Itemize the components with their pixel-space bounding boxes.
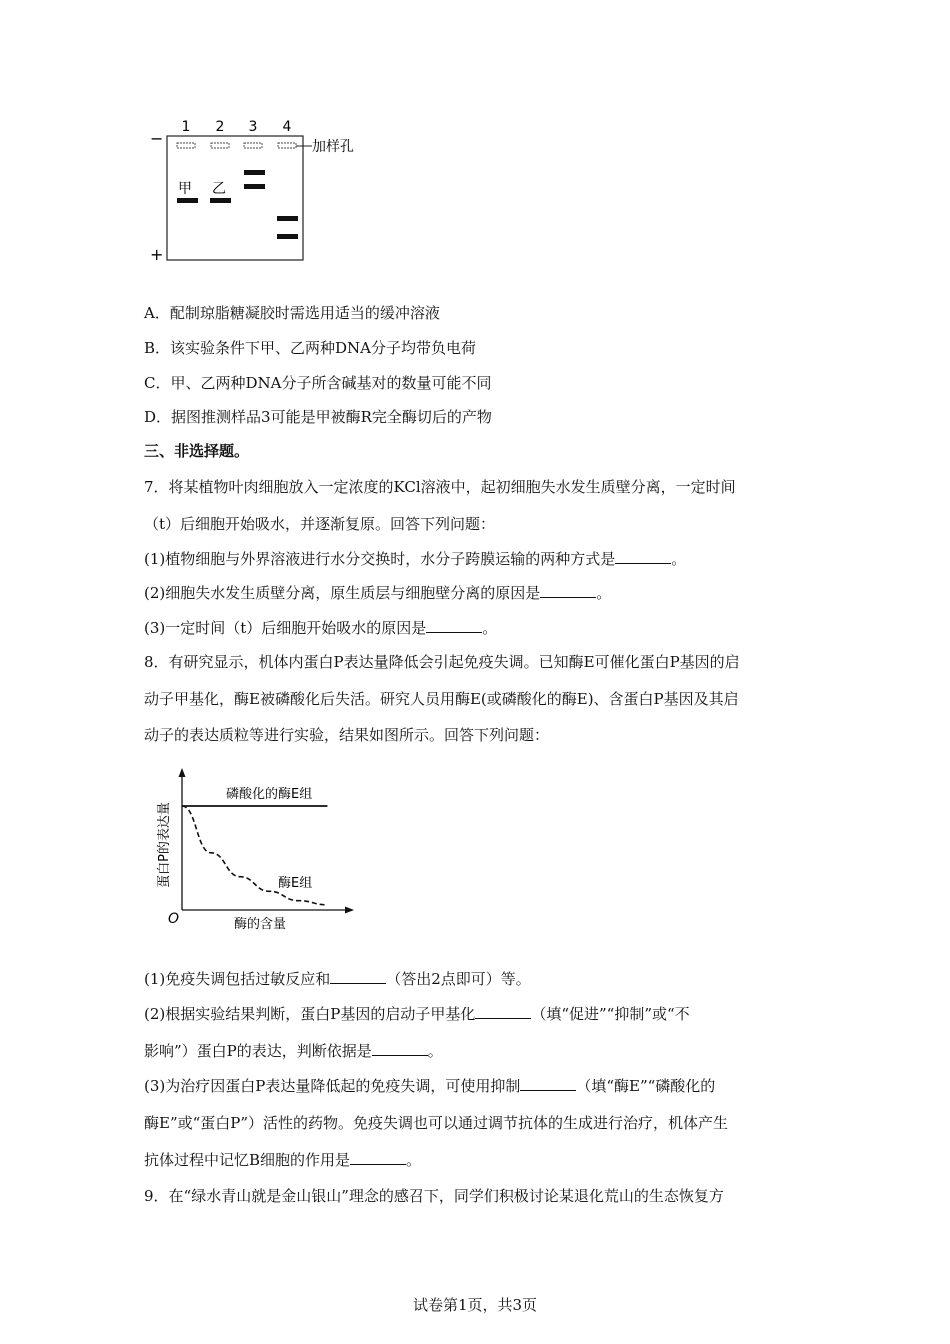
well-3 [244,143,262,148]
q7-sub3 [144,617,497,638]
q8-sub3-choice: （填“酶E”“磷酸化的 [576,1077,716,1095]
q8-sub1 [144,968,531,989]
q7-stem-line1: 7．将某植物叶肉细胞放入一定浓度的KCl溶液中，起初细胞失水发生质壁分离，一定时间 [144,478,736,496]
q7-sub1-end: 。 [671,550,687,568]
answer-blank[interactable] [350,1150,406,1165]
q8-stem-line2: 动子甲基化，酶E被磷酸化后失活。研究人员用酶E(或磷酸化的酶E)、含蛋白P基因及其启 [144,690,739,708]
q6-option-b: B．该实验条件下甲、乙两种DNA分子均带负电荷 [144,339,477,357]
answer-blank[interactable] [372,1041,428,1056]
section-3-heading: 三、非选择题。 [144,442,250,460]
q6-option-c: C．甲、乙两种DNA分子所含碱基对的数量可能不同 [144,374,492,392]
band-lane3-upper [244,170,265,175]
q8-stem-line1: 8．有研究显示，机体内蛋白P表达量降低会引起免疫失调。已知酶E可催化蛋白P基因的启 [144,653,740,671]
plus-sign: + [150,245,164,264]
gel-electrophoresis-figure [140,110,380,270]
band-lane3-lower [244,184,265,189]
q8-sub2-line2-end: 。 [427,1042,443,1060]
q8-sub3-line1 [144,1075,715,1096]
q7-sub3-end: 。 [482,619,498,637]
q7-sub1 [144,548,686,569]
x-axis-arrow [345,907,354,914]
q7-sub2 [144,582,611,603]
band-label-yi: 乙 [212,181,226,197]
q6-option-a: A．配制琼脂糖凝胶时需选用适当的缓冲溶液 [144,304,440,322]
well-1 [177,143,195,148]
q7-stem-line2: （t）后细胞开始吸水，并逐渐复原。回答下列问题： [144,515,496,533]
answer-blank[interactable] [540,583,596,598]
lane-number-3: 3 [248,119,258,135]
expression-chart [150,768,360,938]
x-axis-label: 酶的含量 [233,917,287,932]
q7-sub2-text: (2)细胞失水发生质壁分离，原生质层与细胞壁分离的原因是 [144,584,541,602]
origin-label: O [168,911,180,927]
q8-sub3-line2: 酶E”或“蛋白P”）活性的药物。免疫失调也可以通过调节抗体的生成进行治疗，机体产生 [144,1114,729,1132]
answer-blank[interactable] [330,969,386,984]
band-lane1 [177,198,198,203]
answer-blank[interactable] [426,618,482,633]
answer-blank[interactable] [520,1076,576,1091]
band-lane4-upper [277,216,298,221]
q9-stem-line1: 9．在“绿水青山就是金山银山”理念的感召下，同学们积极讨论某退化荒山的生态恢复方 [144,1187,724,1205]
y-axis-label: 蛋白P的表达量 [157,802,172,888]
lane-number-4: 4 [282,119,292,135]
q8-sub3-line3-end: 。 [406,1151,422,1169]
y-axis-arrow [179,768,186,777]
q8-sub1-text: (1)免疫失调包括过敏反应和 [144,970,331,988]
band-lane2 [210,198,231,203]
well-label: 加样孔 [312,139,354,155]
page-footer: 试卷第1页，共3页 [412,1296,538,1314]
band-label-jia: 甲 [178,181,192,197]
series-label-enzyme-e: 酶E组 [278,876,313,892]
minus-sign: − [150,129,164,148]
q8-sub2-text: (2)根据实验结果判断，蛋白P基因的启动子甲基化 [144,1005,476,1023]
q8-sub3-line3 [144,1149,421,1170]
lane-number-1: 1 [181,119,191,135]
q7-sub1-text: (1)植物细胞与外界溶液进行水分交换时，水分子跨膜运输的两种方式是 [144,550,616,568]
band-lane4-lower [277,234,298,239]
well-4 [278,143,296,148]
q7-sub3-text: (3)一定时间（t）后细胞开始吸水的原因是 [144,619,427,637]
q6-option-d: D．据图推测样品3可能是甲被酶R完全酶切后的产物 [144,408,492,426]
answer-blank[interactable] [615,549,671,564]
q8-stem-line3: 动子的表达质粒等进行实验，结果如图所示。回答下列问题： [144,726,550,744]
lane-number-2: 2 [215,119,225,135]
series-label-phosphorylated-enzyme-e: 磷酸化的酶E组 [226,787,313,802]
q7-sub2-end: 。 [596,584,612,602]
q8-sub2-line1 [144,1003,690,1024]
q8-sub2-line2-text: 影响”）蛋白P的表达，判断依据是 [144,1042,372,1060]
q8-sub1-end: （答出2点即可）等。 [386,970,531,988]
answer-blank[interactable] [475,1004,531,1019]
q8-sub3-text: (3)为治疗因蛋白P表达量降低起的免疫失调，可使用抑制 [144,1077,521,1095]
q8-sub2-line2 [144,1040,443,1061]
q8-sub3-line3-text: 抗体过程中记忆B细胞的作用是 [144,1151,351,1169]
q8-sub2-choice: （填“促进”“抑制”或“不 [531,1005,690,1023]
well-2 [211,143,229,148]
